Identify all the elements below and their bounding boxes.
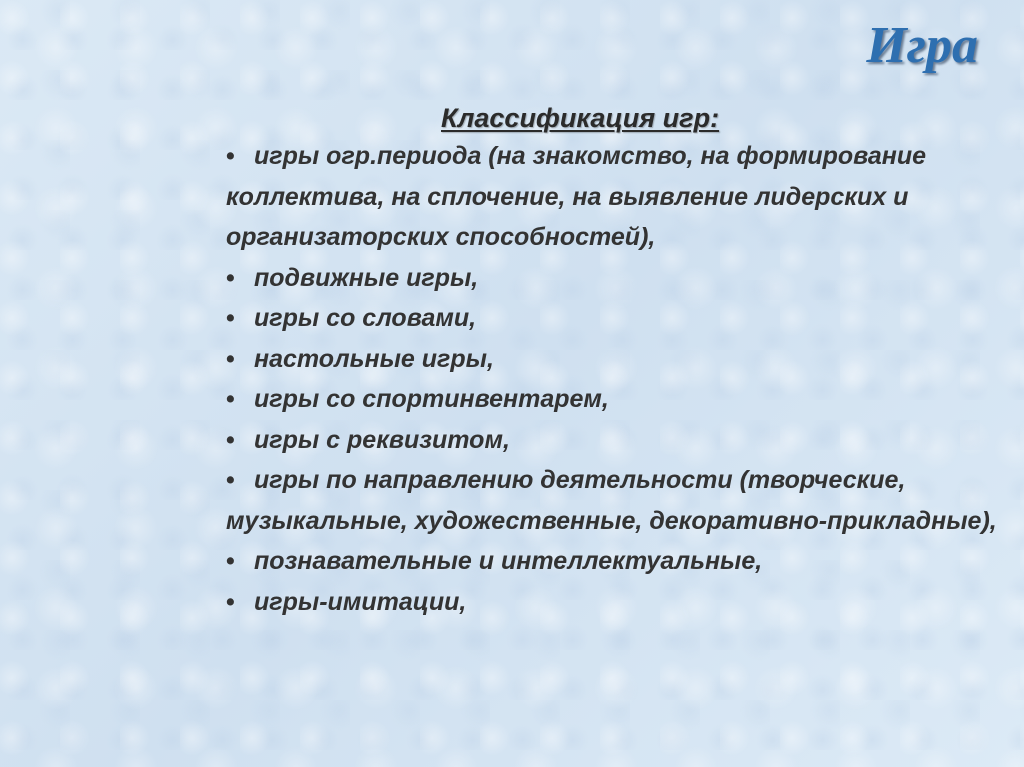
bullet-glyph: •: [226, 587, 235, 616]
classification-heading: Классификация игр:: [441, 103, 720, 133]
list-item: [226, 460, 1016, 541]
list-item: [226, 258, 1016, 299]
list-item-text: игры со спортинвентарем,: [254, 385, 609, 413]
list-item-text: познавательные и интеллектуальные,: [254, 547, 763, 575]
list-item: [226, 298, 1016, 339]
slide-content: [226, 100, 1016, 622]
bullet-glyph: •: [226, 344, 235, 373]
list-item: [226, 136, 1016, 258]
bullet-glyph: •: [226, 425, 235, 454]
list-item-text: игры огр.периода (на знакомство, на формирование коллектива, на сплочение, на выявление лидерских и организаторских способностей),: [226, 142, 927, 251]
classification-list: [226, 136, 1016, 622]
list-item-text: настольные игры,: [254, 344, 494, 373]
list-item-text: подвижные игры,: [254, 263, 479, 292]
list-item: [226, 541, 1016, 582]
list-item: [226, 379, 1016, 420]
list-item: [226, 339, 1016, 380]
bullet-glyph: •: [226, 263, 235, 292]
bullet-glyph: •: [226, 304, 235, 332]
bullet-glyph: •: [226, 547, 235, 575]
bullet-glyph: •: [226, 385, 235, 413]
list-item: [226, 582, 1016, 623]
list-item-text: игры со словами,: [254, 304, 477, 332]
list-item-text: игры-имитации,: [254, 587, 467, 616]
list-item-text: игры с реквизитом,: [254, 425, 510, 454]
list-item: [226, 420, 1016, 461]
list-item-text: игры по направлению деятельности (творческие, музыкальные, художественные, декоративно-прикладные),: [226, 466, 997, 535]
bullet-glyph: •: [226, 466, 235, 494]
bullet-glyph: •: [226, 142, 235, 170]
slide-title: Игра: [866, 17, 978, 74]
